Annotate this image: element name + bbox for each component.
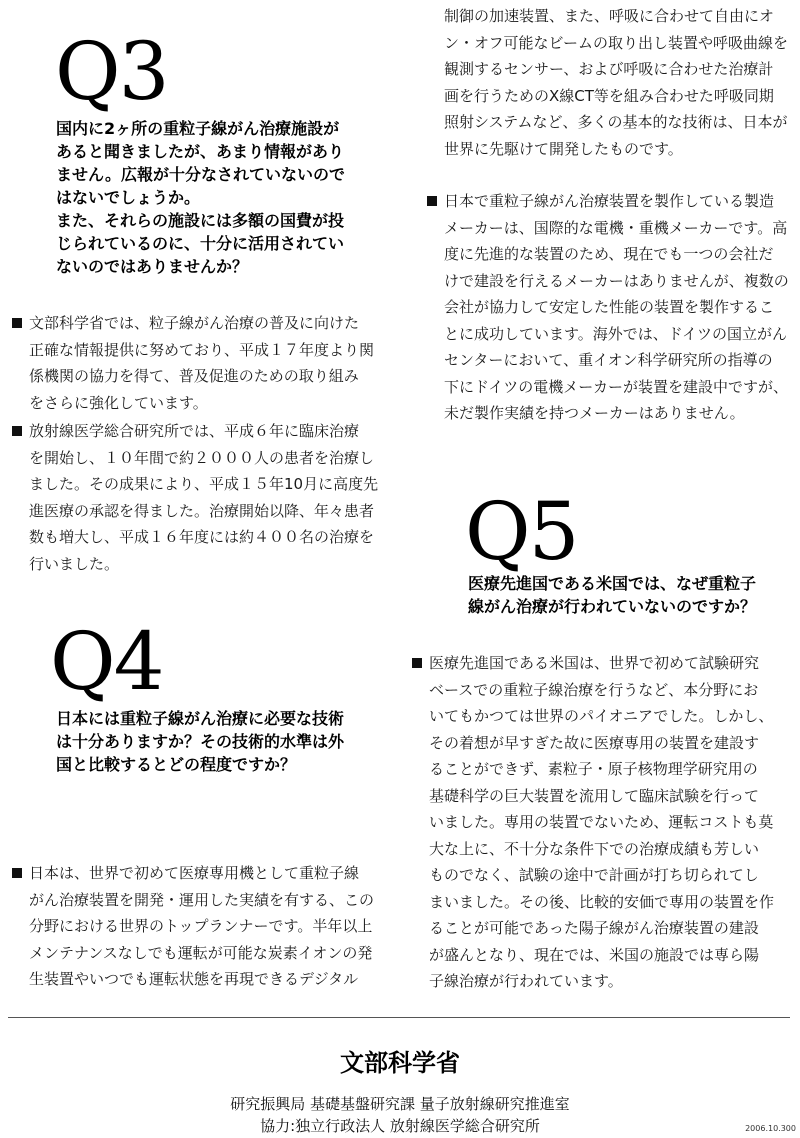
answer-line: 下にドイツの電機メーカーが装置を建設中ですが、 [444, 377, 788, 396]
q5-label: Q5 [465, 485, 578, 578]
q3-question-line: ません。広報が十分なされていないので [56, 165, 345, 184]
q4-question-line: 国と比較するとどの程度ですか？ [56, 755, 297, 774]
q5-question-line: 医療先進国である米国では、なぜ重粒子 [468, 574, 757, 593]
answer-line: ン・オフ可能なビームの取り出し装置や呼吸曲線を [444, 33, 788, 52]
answer-line: 数も増大し、平成１６年度には約４００名の治療を [29, 528, 375, 546]
answer-line: ものでなく、試験の途中で計画が打ち切られてし [429, 866, 759, 884]
answer-line: 子線治療が行われています。 [429, 972, 623, 990]
answer-line: 画を行うためのX線CT等を組み合わせた呼吸同期 [444, 86, 774, 105]
q3-question-line: はないでしょうか。 [56, 188, 201, 207]
q3-question-line: ないのではありませんか？ [56, 257, 249, 276]
q4-answer-list [12, 860, 392, 995]
bullet-square-icon [427, 196, 437, 206]
answer-line: 分野における世界のトップランナーです。半年以上 [29, 917, 373, 935]
answer-line: 係機関の協力を得て、普及促進のための取り組み [29, 367, 359, 385]
q5-answer-list [412, 650, 798, 997]
answer-line: 観測するセンサー、および呼吸に合わせた治療計 [444, 60, 774, 78]
answer-line: ることが可能であった陽子線がん治療装置の建設 [429, 919, 759, 937]
answer-line: 基礎科学の巨大装置を流用して臨床試験を行って [429, 786, 760, 805]
answer-line: 日本は、世界で初めて医療専用機として重粒子線 [29, 864, 360, 882]
answer-line: ました。その成果により、平成１５年10月に高度先 [29, 475, 379, 493]
q4-answer-list-2 [427, 188, 797, 429]
answer-line: 世界に先駆けて開発したものです。 [444, 139, 683, 158]
answer-line: 生装置やいつでも運転状態を再現できるデジタル [29, 970, 359, 988]
answer-line: いました。専用の装置でないため、運転コストも莫 [429, 813, 774, 831]
q5-question-line: 線がん治療が行われていないのですか？ [468, 597, 757, 616]
answer-line: 進医療の承認を得ました。治療開始以降、年々患者 [29, 501, 375, 520]
bullet-square-icon [12, 426, 22, 436]
bullet-square-icon [12, 318, 22, 328]
footer-divider [8, 1017, 790, 1018]
q3-question-line: じられているのに、十分に活用されてい [56, 234, 345, 253]
q4-answer-continued [427, 3, 797, 162]
q3-question-line: また、それらの施設には多額の国費が投 [56, 211, 345, 230]
date-stamp: 2006.10.300 [745, 1124, 796, 1133]
q4-question-line: は十分ありますか？その技術的水準は外 [56, 732, 345, 751]
q3-answer-item [12, 310, 392, 416]
answer-line: がん治療装置を開発・運用した実績を有する、この [29, 890, 375, 909]
bullet-square-icon [12, 868, 22, 878]
answer-line: とに成功しています。海外では、ドイツの国立がん [444, 324, 788, 343]
q4-question [56, 707, 344, 776]
answer-line: メンテナンスなしでも運転が可能な炭素イオンの発 [29, 943, 373, 962]
q3-question [56, 117, 345, 278]
answer-line: ることができず、素粒子・原子核物理学研究用の [429, 760, 758, 778]
answer-line: センターにおいて、重イオン科学研究所の指導の [444, 351, 773, 369]
q5-question [468, 572, 756, 618]
answer-line: 照射システムなど、多くの基本的な技術は、日本が [444, 113, 788, 131]
answer-line: メーカーは、国際的な電機・重機メーカーです。高 [444, 218, 788, 237]
answer-line: けで建設を行えるメーカーはありませんが、複数の [444, 271, 789, 290]
answer-line: 制御の加速装置、また、呼吸に合わせて自由にオ [444, 7, 775, 25]
bullet-square-icon [412, 658, 422, 668]
answer-line: をさらに強化しています。 [29, 393, 208, 412]
answer-line: まいました。その後、比較的安価で専用の装置を作 [429, 892, 775, 911]
q4-answer-item [427, 188, 797, 427]
answer-line: 日本で重粒子線がん治療装置を製作している製造 [444, 192, 775, 210]
answer-line: 正確な情報提供に努めており、平成１７年度より関 [29, 340, 375, 359]
answer-line: 未だ製作実績を持つメーカーはありません。 [444, 404, 745, 422]
answer-line: 大な上に、不十分な条件下での治療成績も芳しい [429, 839, 760, 858]
answer-line: いてもかつては世界のパイオニアでした。しかし、 [429, 707, 774, 725]
q3-label: Q3 [55, 25, 168, 118]
answer-line: を開始し、１０年間で約２０００人の患者を治療し [29, 448, 375, 467]
q5-answer-item [412, 650, 798, 995]
answer-line: 会社が協力して安定した性能の装置を製作するこ [444, 298, 775, 316]
answer-line: ベースでの重粒子線治療を行うなど、本分野にお [429, 680, 759, 699]
q3-question-line: あると聞きましたが、あまり情報があり [56, 142, 345, 161]
answer-line: 文部科学省では、粒子線がん治療の普及に向けた [29, 314, 360, 332]
footer-cooperation: 協力:独立行政法人 放射線医学総合研究所 [260, 1117, 540, 1135]
q4-question-line: 日本には重粒子線がん治療に必要な技術 [56, 709, 345, 728]
q4-answer-item [12, 860, 392, 993]
q3-answer-list [12, 310, 392, 579]
answer-line: 度に先進的な装置のため、現在でも一つの会社だ [444, 245, 774, 263]
ministry-name: 文部科学省 [340, 1048, 460, 1077]
answer-line: 放射線医学総合研究所では、平成６年に臨床治療 [29, 422, 360, 440]
answer-line: 行いました。 [29, 554, 120, 573]
answer-line: その着想が早すぎた故に医療専用の装置を建設す [429, 733, 760, 752]
footer-department: 研究振興局 基礎基盤研究課 量子放射線研究推進室 [230, 1095, 570, 1113]
answer-line: が盛んとなり、現在では、米国の施設では専ら陽 [429, 945, 760, 964]
q3-answer-item [12, 418, 392, 577]
q3-question-line: 国内に2ヶ所の重粒子線がん治療施設が [56, 119, 340, 138]
q4-label: Q4 [50, 615, 163, 708]
answer-line: 医療先進国である米国は、世界で初めて試験研究 [429, 654, 760, 672]
